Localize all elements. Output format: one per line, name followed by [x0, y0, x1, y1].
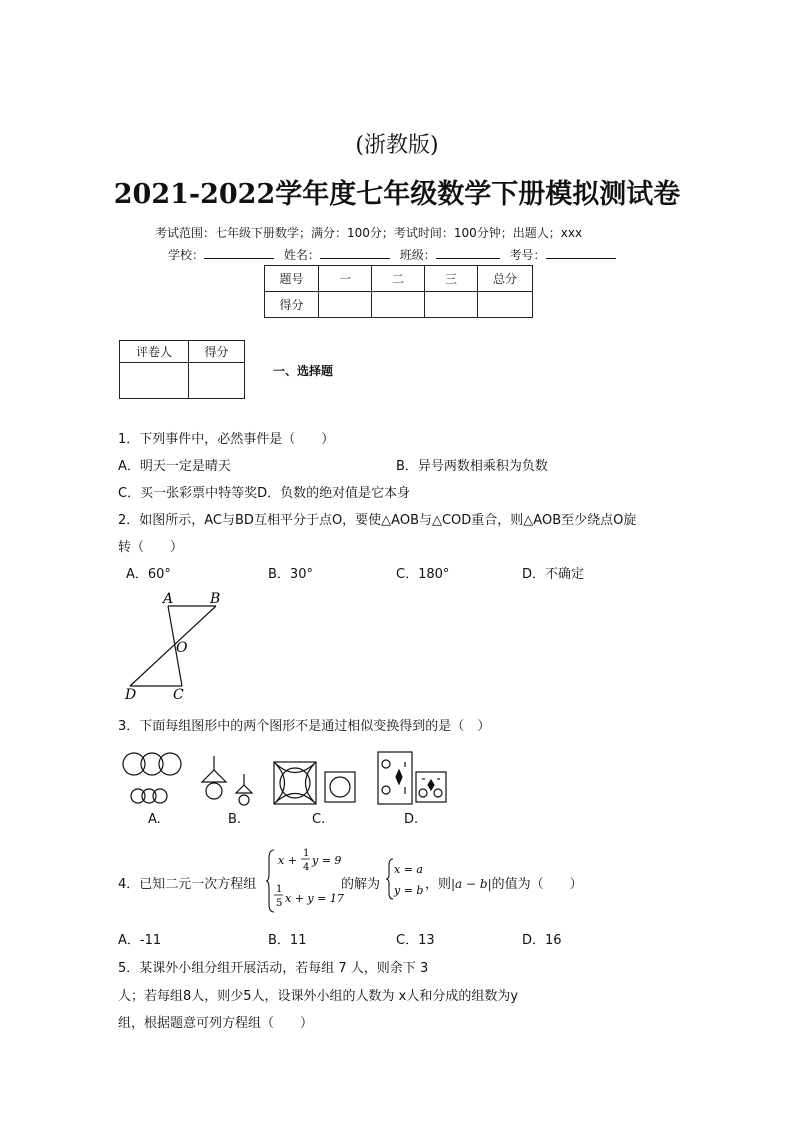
point-b-label: B: [210, 591, 221, 607]
question-5-line3: 组，根据题意可列方程组（ ）: [118, 1016, 314, 1031]
question-4-option-b[interactable]: B．11: [268, 933, 307, 948]
figure-b-label[interactable]: B.: [228, 812, 242, 827]
question-2-figure: [118, 588, 238, 703]
score-cell[interactable]: [425, 292, 478, 318]
solution-x: x = a: [394, 863, 423, 876]
question-2-option-a[interactable]: A．60°: [126, 567, 171, 582]
score-table-header-cell: 题号: [265, 266, 319, 292]
question-4-stem-mid: 的解为: [341, 877, 381, 892]
eq1-fraction-den: 4: [303, 862, 310, 873]
name-label: 姓名：: [283, 248, 320, 262]
question-1-option-b[interactable]: B．异号两数相乘积为负数: [396, 459, 548, 474]
name-blank[interactable]: [320, 246, 390, 259]
class-label: 班级：: [399, 248, 436, 262]
edition-label: (浙教版): [355, 133, 439, 158]
abs-expression: |a − b|: [451, 877, 492, 891]
figure-c-label[interactable]: C.: [312, 812, 326, 827]
question-5-line1: 5．某课外小组分组开展活动，若每组 7 人，则余下 3: [118, 961, 429, 976]
score-cell[interactable]: [478, 292, 533, 318]
point-d-label: D: [125, 687, 137, 703]
equation-system-1: [266, 846, 346, 916]
eq2-rest: x + y = 17: [285, 892, 344, 905]
question-3-stem: 3．下面每组图形中的两个图形不是通过相似变换得到的是（ ）: [118, 719, 491, 734]
school-blank[interactable]: [204, 246, 274, 259]
question-1-option-cd[interactable]: C．买一张彩票中特等奖D．负数的绝对值是它本身: [118, 486, 411, 501]
eq1-rest: y = 9: [312, 854, 342, 867]
score-table: [264, 265, 533, 318]
question-4-stem-pre: 4．已知二元一次方程组: [118, 877, 257, 892]
question-4-option-a[interactable]: A．-11: [118, 933, 162, 948]
figure-a-label[interactable]: A.: [148, 812, 161, 827]
score-cell[interactable]: [372, 292, 425, 318]
grader-table: [119, 340, 245, 399]
left-brace-icon: [266, 850, 274, 912]
question-1-stem: 1．下列事件中，必然事件是（ ）: [118, 432, 335, 447]
segment-bd: [130, 606, 216, 686]
figure-d-cards: [378, 752, 446, 804]
point-a-label: A: [163, 591, 174, 607]
question-3-figures: [118, 748, 458, 812]
question-4-option-c[interactable]: C．13: [396, 933, 435, 948]
figure-b-pendulums: [202, 756, 252, 805]
eq1-fraction-num: 1: [303, 848, 310, 859]
school-label: 学校：: [168, 248, 205, 262]
eq2-fraction-num: 1: [276, 884, 283, 895]
question-2-option-d[interactable]: D．不确定: [522, 567, 585, 582]
score-table-header-cell: 二: [372, 266, 425, 292]
question-2-option-c[interactable]: C．180°: [396, 567, 450, 582]
question-2-stem-line1: 2．如图所示，AC与BD互相平分于点O，要使△AOB与△COD重合，则△AOB至少绕点O旋: [118, 513, 637, 528]
question-5-line2: 人；若每组8人，则少5人，设课外小组的人数为 x人和分成的组数为y: [118, 989, 519, 1004]
grader-cell[interactable]: [189, 363, 245, 399]
number-blank[interactable]: [546, 246, 616, 259]
grader-header-cell: 得分: [189, 341, 245, 363]
number-label: 考号：: [509, 248, 546, 262]
question-4-then: ，则: [425, 877, 452, 892]
solution-y: y = b: [394, 884, 424, 897]
question-4-option-d[interactable]: D．16: [522, 933, 562, 948]
figure-d-label[interactable]: D.: [404, 812, 419, 827]
score-table-header-cell: 三: [425, 266, 478, 292]
figure-c-squares: [274, 762, 355, 804]
question-1-option-a[interactable]: A．明天一定是晴天: [118, 459, 231, 474]
score-cell[interactable]: [319, 292, 372, 318]
exam-info-line: 考试范围：七年级下册数学；满分：100分；考试时间：100分钟；出题人；xxx: [155, 226, 583, 240]
point-c-label: C: [173, 687, 184, 703]
solution-system: [386, 856, 426, 902]
class-blank[interactable]: [436, 246, 500, 259]
score-row-label: 得分: [265, 292, 319, 318]
eq2-fraction-den: 5: [276, 898, 283, 909]
score-table-header-cell: 一: [319, 266, 372, 292]
question-2-option-b[interactable]: B．30°: [268, 567, 313, 582]
question-4-tail: 的值为（ ）: [491, 877, 583, 892]
figure-a-rings: [123, 753, 181, 803]
section-title: 一、选择题: [273, 364, 334, 378]
grader-header-cell: 评卷人: [120, 341, 189, 363]
student-info-line: [168, 246, 616, 263]
question-4-stem-post: [425, 873, 583, 892]
question-2-stem-line2: 转（ ）: [118, 540, 184, 555]
exam-title: 2021-2022学年度七年级数学下册模拟测试卷: [113, 179, 681, 210]
solution-brace-icon: [386, 859, 393, 899]
point-o-label: O: [176, 640, 188, 656]
score-table-header-cell: 总分: [478, 266, 533, 292]
grader-cell[interactable]: [120, 363, 189, 399]
eq1-x-term: x +: [278, 854, 297, 867]
